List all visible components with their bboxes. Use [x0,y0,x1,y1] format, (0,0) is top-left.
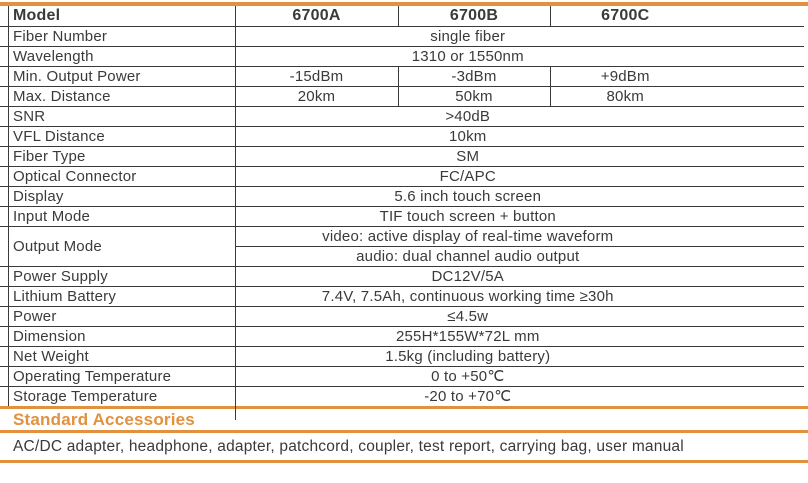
table-row-max-distance [0,86,804,106]
row-label: Net Weight [0,346,235,366]
phantom-cell [700,106,804,126]
phantom-cell [700,66,804,86]
row-label: SNR [0,106,235,126]
spanned-value: 1.5kg (including battery) [235,346,700,366]
table-row-min-output-power [0,66,804,86]
spanned-value: single fiber [235,26,700,46]
phantom-cell [700,386,804,406]
row-label: Fiber Number [0,26,235,46]
phantom-cell [700,346,804,366]
phantom-cell [700,266,804,286]
cell-value-6700b: 50km [398,86,550,106]
phantom-cell [700,366,804,386]
row-label: Power Supply [0,266,235,286]
table-row-snr [0,106,804,126]
phantom-cell [700,26,804,46]
phantom-cell [700,246,804,266]
phantom-cell [700,306,804,326]
phantom-cell [700,326,804,346]
column-header-6700a: 6700A [235,6,398,26]
table-row-output-mode-video [0,226,804,246]
table-row-storage-temperature [0,386,804,406]
row-label: Wavelength [0,46,235,66]
row-label: Input Mode [0,206,235,226]
table-row-wavelength [0,46,804,66]
spanned-value: 1310 or 1550nm [235,46,700,66]
table-row-power [0,306,804,326]
spanned-value: FC/APC [235,166,700,186]
spanned-value: 0 to +50℃ [235,366,700,386]
phantom-cell [700,46,804,66]
bottom-rule [0,460,808,463]
table-row-vfl-distance [0,126,804,146]
spanned-value: 255H*155W*72L mm [235,326,700,346]
cell-value-6700c: +9dBm [550,66,700,86]
row-label: Power [0,306,235,326]
accessories-heading: Standard Accessories [13,409,195,429]
phantom-cell [700,126,804,146]
phantom-cell [700,146,804,166]
spanned-value: 5.6 inch touch screen [235,186,700,206]
table-header-row [0,6,804,26]
table-row-input-mode [0,206,804,226]
phantom-cell [700,226,804,246]
row-label: Storage Temperature [13,387,158,405]
phantom-cell [700,166,804,186]
phantom-cell [700,86,804,106]
phantom-cell [700,186,804,206]
table-row-net-weight [0,346,804,366]
table-left-border [8,6,9,406]
table-row-dimension [0,326,804,346]
spec-table [0,6,804,406]
spanned-value: ≤4.5w [235,306,700,326]
accessories-list: AC/DC adapter, headphone, adapter, patchcord, coupler, test report, carrying bag, user manual [13,438,684,455]
spanned-value: SM [235,146,700,166]
row-label: Dimension [0,326,235,346]
accessories-section-header [0,409,808,430]
row-label: Output Mode [0,226,235,266]
spanned-value: >40dB [235,106,700,126]
spanned-value: 7.4V, 7.5Ah, continuous working time ≥30h [235,286,700,306]
column-divider-stub [235,406,236,420]
row-label: Display [0,186,235,206]
row-label: Max. Distance [0,86,235,106]
table-row-optical-connector [0,166,804,186]
row-label: Lithium Battery [0,286,235,306]
row-label: Min. Output Power [0,66,235,86]
cell-value-6700b: -3dBm [398,66,550,86]
spanned-value-video: video: active display of real-time waveform [235,226,700,246]
spanned-value: -20 to +70℃ [235,386,700,406]
row-label: Fiber Type [0,146,235,166]
column-header-6700c: 6700C [550,6,700,26]
table-row-fiber-type [0,146,804,166]
cell-value-6700a: 20km [235,86,398,106]
column-header-6700b: 6700B [398,6,550,26]
model-header-label: Model [0,6,235,26]
cell-value-6700c: 80km [550,86,700,106]
phantom-cell [700,286,804,306]
row-label: Optical Connector [0,166,235,186]
spanned-value: 10km [235,126,700,146]
table-row-fiber-number [0,26,804,46]
row-label: VFL Distance [0,126,235,146]
table-row-operating-temperature [0,366,804,386]
spanned-value: DC12V/5A [235,266,700,286]
spanned-value-audio: audio: dual channel audio output [235,246,700,266]
table-row-display [0,186,804,206]
spanned-value: TIF touch screen + button [235,206,700,226]
table-row-lithium-battery [0,286,804,306]
phantom-cell [700,206,804,226]
cell-value-6700a: -15dBm [235,66,398,86]
row-label: Operating Temperature [0,366,235,386]
table-row-power-supply [0,266,804,286]
header-phantom-cell [700,6,804,26]
